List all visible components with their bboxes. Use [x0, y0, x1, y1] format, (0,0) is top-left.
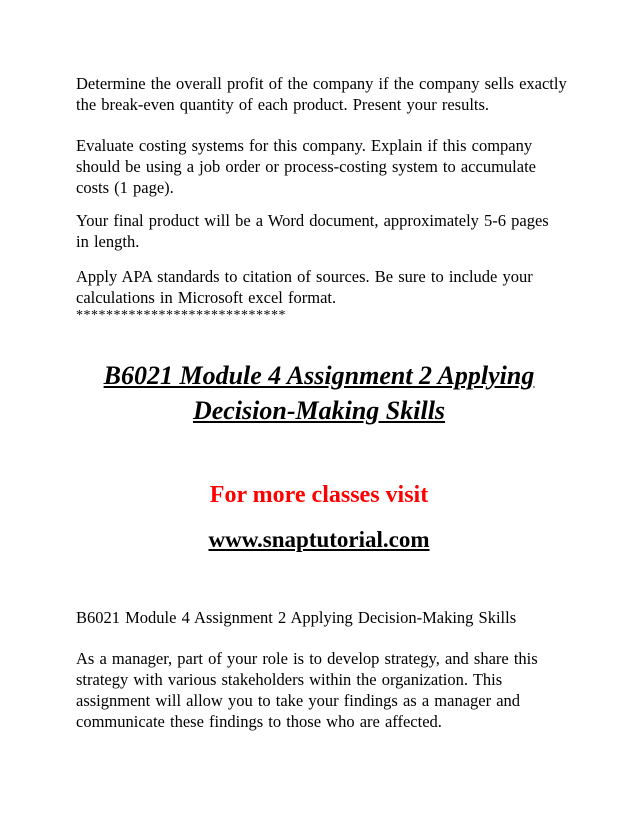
website-link[interactable]: www.snaptutorial.com: [208, 527, 430, 552]
paragraph-line: assignment will allow you to take your findings as a manager and: [76, 691, 521, 710]
assignment-heading-line1: B6021 Module 4 Assignment 2 Applying: [103, 361, 535, 390]
paragraph-line: should be using a job order or process-costing system to accumulate: [76, 157, 536, 176]
paragraph-line: Evaluate costing systems for this company. Explain if this company: [76, 136, 533, 155]
asterisk-separator: ****************************: [76, 308, 286, 323]
paragraph-line: Determine the overall profit of the company if the company sells exactly: [76, 74, 567, 93]
paragraph-line: calculations in Microsoft excel format.: [76, 288, 337, 307]
paragraph-final-product: [76, 210, 576, 252]
subtitle-line: B6021 Module 4 Assignment 2 Applying Decision-Making Skills: [76, 608, 517, 627]
paragraph-line: communicate these findings to those who are affected.: [76, 712, 442, 731]
paragraph-line: strategy with various stakeholders within the organization. This: [76, 670, 503, 689]
paragraph-costing-systems: [76, 135, 576, 198]
paragraph-line: Your final product will be a Word document, approximately 5-6 pages: [76, 211, 549, 230]
paragraph-apa-standards: [76, 266, 576, 308]
paragraph-line: in length.: [76, 232, 140, 251]
paragraph-line: Apply APA standards to citation of sources. Be sure to include your: [76, 267, 533, 286]
paragraph-line: As a manager, part of your role is to develop strategy, and share this: [76, 649, 538, 668]
paragraph-line: the break-even quantity of each product. Present your results.: [76, 95, 490, 114]
promo-visit-text: For more classes visit: [209, 482, 429, 508]
assignment-heading-line2: Decision-Making Skills: [192, 396, 446, 425]
paragraph-break-even: [76, 73, 576, 115]
paragraph-line: costs (1 page).: [76, 178, 174, 197]
body-subtitle: [76, 607, 576, 628]
paragraph-manager-intro: [76, 648, 576, 732]
